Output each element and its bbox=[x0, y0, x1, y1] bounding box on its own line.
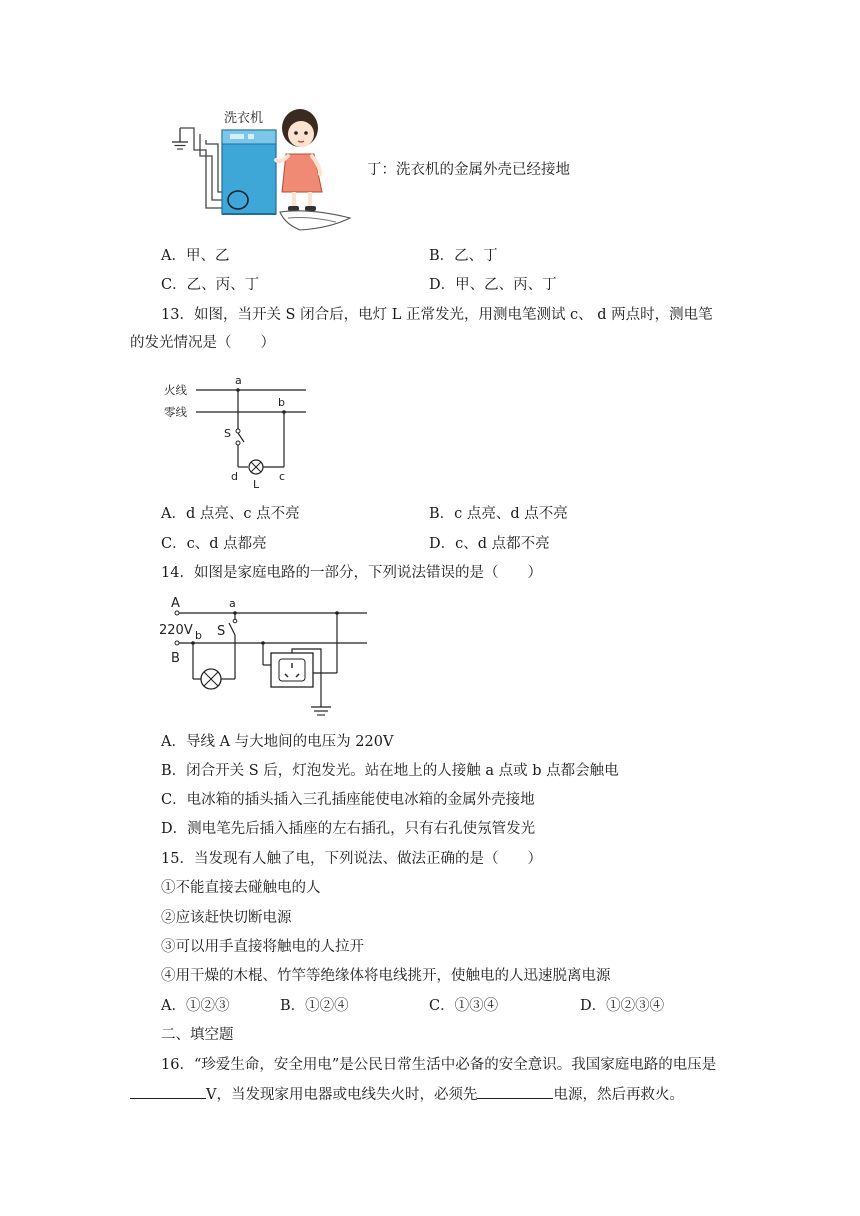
q13-option-b: B．c 点亮、d 点不亮 bbox=[429, 506, 568, 522]
q14-option-d: D．测电笔先后插入插座的左右插孔，只有右孔使氖管发光 bbox=[161, 821, 536, 837]
blank-1[interactable] bbox=[130, 1084, 206, 1099]
section-title: 二、填空题 bbox=[161, 1027, 234, 1043]
voltage-label: 220V bbox=[159, 623, 193, 638]
q15-option-d: D．①②③④ bbox=[580, 998, 665, 1014]
q16-line2-a: V，当发现家用电器或电线失火时，必须先 bbox=[206, 1087, 478, 1103]
q12-option-c: C．乙、丙、丁 bbox=[161, 277, 260, 293]
point-c-label: c bbox=[279, 470, 286, 483]
q15-item-3: ③可以用手直接将触电的人拉开 bbox=[161, 939, 364, 955]
q14-option-b: B．闭合开关 S 后，灯泡发光。站在地上的人接触 a 点或 b 点都会触电 bbox=[161, 763, 619, 779]
q12-option-d: D．甲、乙、丙、丁 bbox=[429, 277, 557, 293]
point-b-small-label: b bbox=[195, 629, 202, 642]
q13-stem-line2: 的发光情况是（ ） bbox=[130, 335, 275, 351]
wire-a-label: A bbox=[171, 596, 180, 611]
q16-line2-b: 电源，然后再救火。 bbox=[553, 1087, 684, 1103]
blank-2[interactable] bbox=[477, 1084, 553, 1099]
q12-option-b: B．乙、丁 bbox=[429, 248, 498, 264]
q13-option-a: A．d 点亮、c 点不亮 bbox=[161, 506, 300, 522]
q16-line2 bbox=[130, 1084, 684, 1105]
q16-line1: 16．“珍爱生命，安全用电”是公民日常生活中必备的安全意识。我国家庭电路的电压是 bbox=[161, 1057, 717, 1073]
switch-s-label: S bbox=[217, 624, 226, 639]
q14-circuit-figure bbox=[155, 593, 370, 723]
q14-option-a: A．导线 A 与大地间的电压为 220V bbox=[161, 734, 394, 750]
point-d-label: d bbox=[231, 470, 238, 483]
washer-caption: 丁：洗衣机的金属外壳已经接地 bbox=[367, 162, 570, 178]
q15-option-b: B．①②④ bbox=[280, 998, 349, 1014]
washing-machine-figure bbox=[160, 100, 360, 235]
lamp-l-label: L bbox=[253, 478, 260, 491]
neutral-wire-label: 零线 bbox=[164, 405, 187, 419]
q15-item-1: ①不能直接去碰触电的人 bbox=[161, 880, 321, 896]
switch-s-label: S bbox=[224, 427, 231, 440]
q15-option-c: C．①③④ bbox=[429, 998, 499, 1014]
q13-option-c: C．c、d 点都亮 bbox=[161, 536, 267, 552]
q15-item-4: ④用干燥的木棍、竹竿等绝缘体将电线挑开，使触电的人迅速脱离电源 bbox=[161, 968, 611, 984]
q12-option-a: A．甲、乙 bbox=[161, 248, 230, 264]
q13-circuit-figure bbox=[160, 372, 320, 492]
point-b-label: b bbox=[278, 396, 285, 409]
point-a-label: a bbox=[235, 374, 242, 387]
q15-stem: 15．当发现有人触了电，下列说法、做法正确的是（ ） bbox=[161, 851, 542, 867]
q15-option-a: A．①②③ bbox=[161, 998, 230, 1014]
point-a-small-label: a bbox=[229, 597, 236, 610]
q14-option-c: C．电冰箱的插头插入三孔插座能使电冰箱的金属外壳接地 bbox=[161, 792, 535, 808]
q15-item-2: ②应该赶快切断电源 bbox=[161, 910, 292, 926]
q13-stem-line1: 13．如图，当开关 S 闭合后，电灯 L 正常发光，用测电笔测试 c、 d 两点时，测电笔 bbox=[161, 307, 713, 323]
washer-label: 洗衣机 bbox=[224, 111, 264, 126]
q13-option-d: D．c、d 点都不亮 bbox=[429, 536, 550, 552]
live-wire-label: 火线 bbox=[164, 383, 187, 397]
q14-stem: 14．如图是家庭电路的一部分，下列说法错误的是（ ） bbox=[161, 565, 542, 581]
wire-b-label: B bbox=[171, 651, 180, 666]
